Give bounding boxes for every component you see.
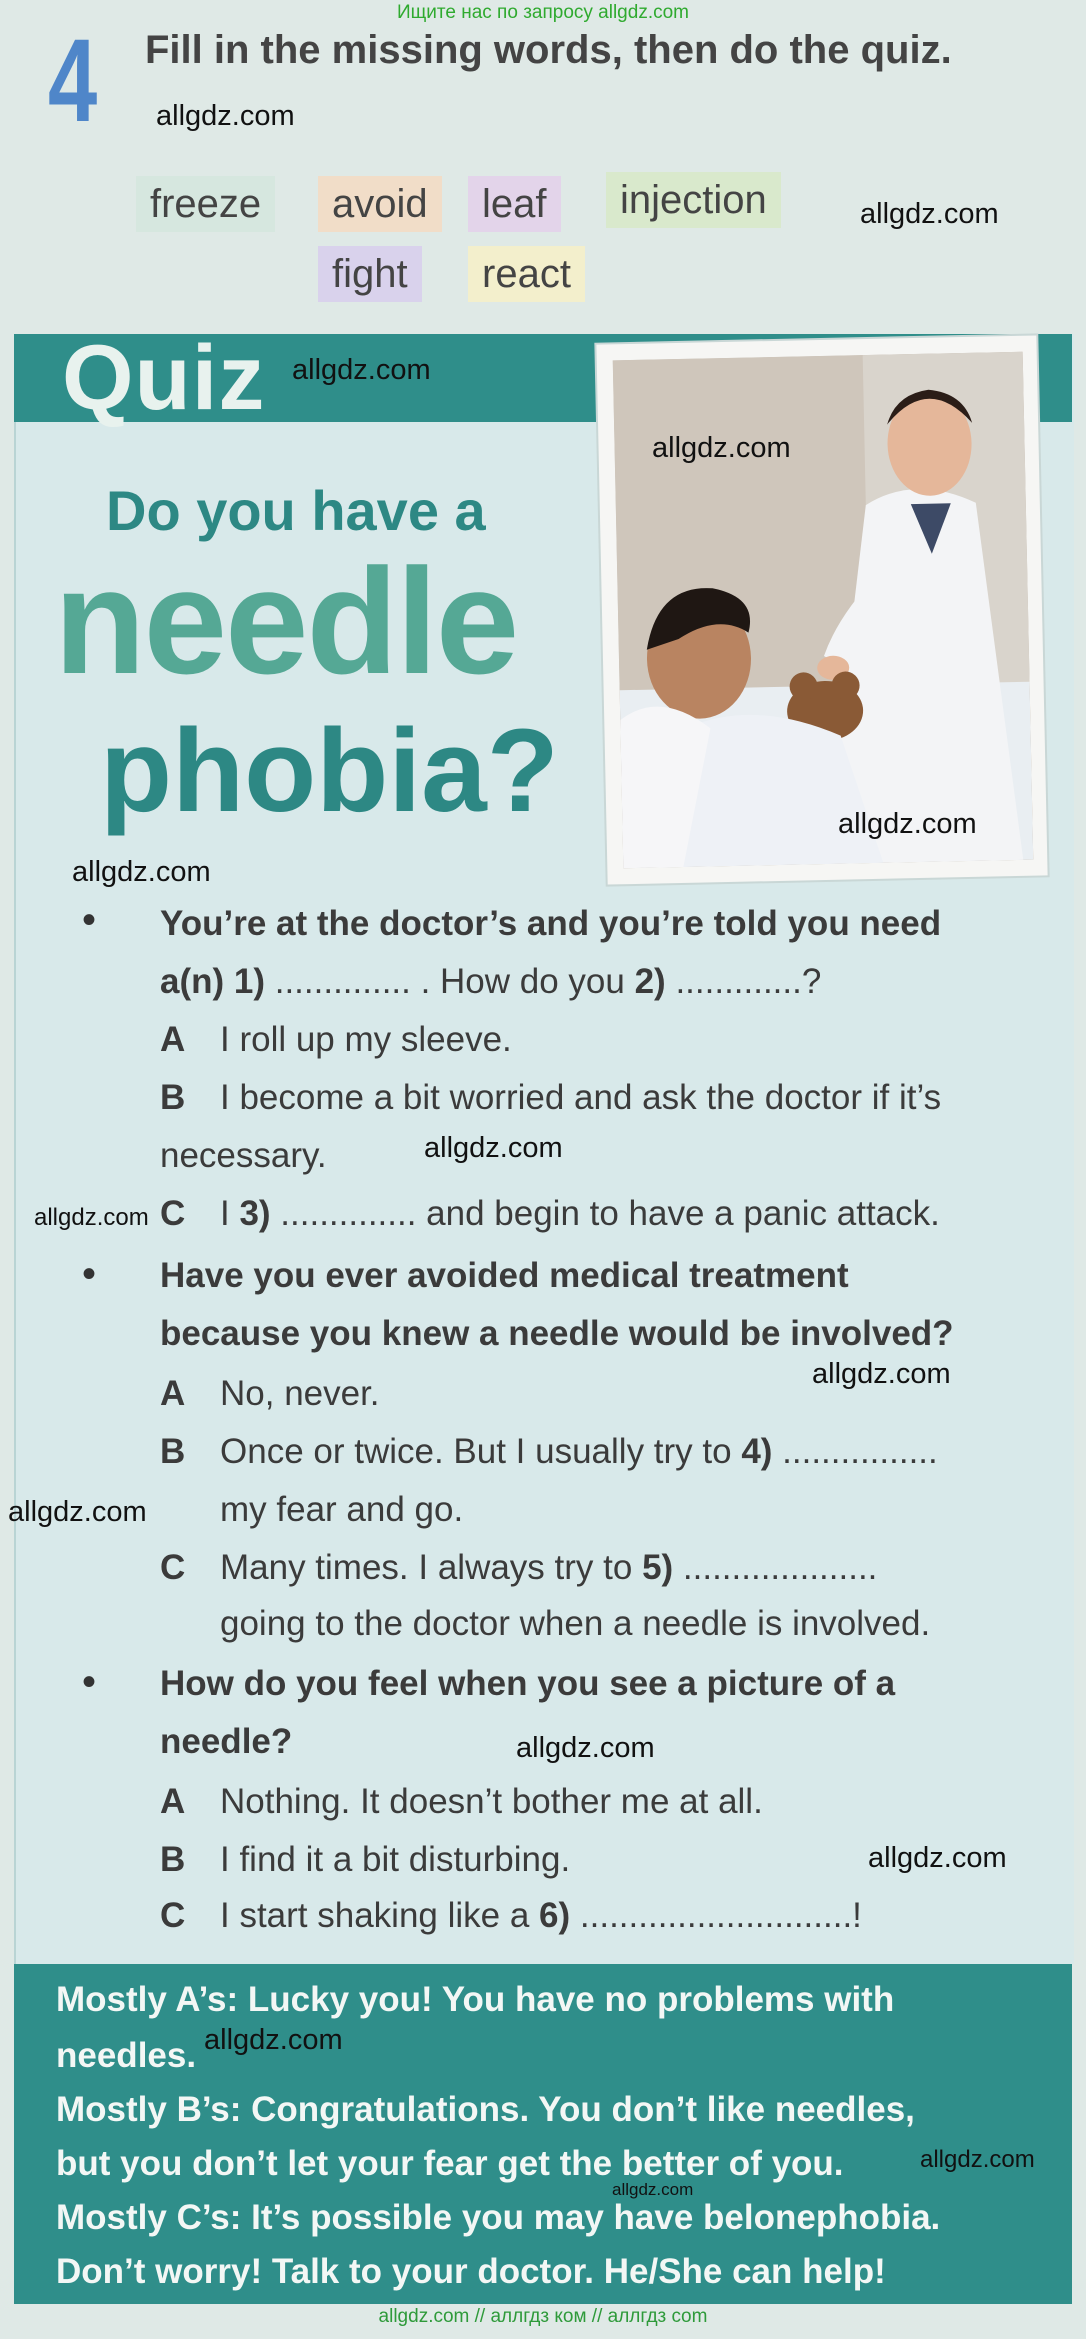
q1-option-c-letter: C: [160, 1194, 186, 1233]
q3-option-c-text: [220, 1896, 862, 1936]
doctor-child-photo: [613, 352, 1034, 868]
word-avoid: avoid: [318, 176, 442, 232]
watermark: allgdz.com: [652, 432, 791, 464]
q2-b-text-a: Once or twice. But I usually try to: [220, 1432, 742, 1471]
question-2-line2: because you knew a needle would be involved?: [160, 1314, 954, 1353]
result-b-text2: but you don’t let your fear get the better of you.: [56, 2144, 844, 2183]
q1-option-c-text: [220, 1194, 940, 1234]
gap-5-number: 5): [642, 1548, 674, 1587]
question-2-line1: Have you ever avoided medical treatment: [160, 1256, 849, 1295]
result-c-line1: [56, 2198, 940, 2238]
q1-option-a-letter: A: [160, 1020, 186, 1059]
quiz-headline-line3: phobia?: [100, 705, 559, 837]
gap-4-number: 4): [741, 1432, 773, 1471]
watermark: allgdz.com: [838, 808, 977, 840]
gap-1-text: .............. . How do you: [265, 962, 635, 1001]
top-banner[interactable]: Ищите нас по запросу allgdz.com: [396, 2, 689, 23]
result-a-text2: needles.: [56, 2036, 197, 2075]
gap-6-number: 6): [539, 1896, 571, 1935]
watermark: allgdz.com: [920, 2146, 1035, 2173]
result-c-text2: Don’t worry! Talk to your doctor. He/She can help!: [56, 2252, 886, 2291]
watermark: allgdz.com: [424, 1132, 563, 1164]
q2-c-text-b: ....................: [673, 1548, 878, 1587]
quiz-title: Quiz: [62, 327, 266, 429]
q1-option-a-text: I roll up my sleeve.: [220, 1020, 512, 1059]
q1-c-text-b: .............. and begin to have a panic attack.: [270, 1194, 940, 1233]
q2-option-b-text2: my fear and go.: [220, 1490, 464, 1529]
watermark: allgdz.com: [860, 198, 999, 230]
q3-option-a-text: Nothing. It doesn’t bother me at all.: [220, 1782, 763, 1821]
gap-1-number: a(n) 1): [160, 962, 265, 1001]
watermark: allgdz.com: [612, 2180, 694, 2199]
q2-option-a-letter: A: [160, 1374, 186, 1413]
question-3-line1: How do you feel when you see a picture of a: [160, 1664, 896, 1703]
quiz-headline-line1: Do you have a: [106, 479, 486, 542]
photo-illustration: [613, 352, 1034, 868]
q3-option-c-letter: C: [160, 1896, 186, 1935]
question-3-line2: needle?: [160, 1722, 293, 1761]
q3-c-text-a: I start shaking like a: [220, 1896, 540, 1935]
gap-2-text: .............?: [665, 962, 822, 1001]
question-1-line1: You’re at the doctor’s and you’re told you need: [160, 904, 942, 943]
watermark: allgdz.com: [34, 1204, 149, 1231]
word-fight: fight: [318, 246, 422, 302]
q2-option-c-letter: C: [160, 1548, 186, 1587]
question-3-bullet: •: [82, 1660, 97, 1704]
result-b-text1: Congratulations. You don’t like needles,: [241, 2090, 915, 2129]
quiz-headline-line2: needle: [54, 537, 518, 705]
q3-option-b-letter: B: [160, 1840, 186, 1879]
gap-2-number: 2): [634, 962, 666, 1001]
bottom-links[interactable]: allgdz.com // аллгдз ком // аллгдз com: [378, 2306, 708, 2327]
result-b-label: Mostly B’s:: [56, 2090, 242, 2129]
word-leaf: leaf: [468, 176, 561, 232]
result-a-label: Mostly A’s:: [56, 1980, 239, 2019]
question-1-line2: [160, 962, 821, 1002]
watermark: allgdz.com: [868, 1842, 1007, 1874]
gap-3-number: 3): [239, 1194, 271, 1233]
result-a-line1: [56, 1980, 894, 2020]
q3-option-b-text: I find it a bit disturbing.: [220, 1840, 571, 1879]
result-a-text1: Lucky you! You have no problems with: [238, 1980, 895, 2019]
q3-option-a-letter: A: [160, 1782, 186, 1821]
q2-option-a-text: No, never.: [220, 1374, 380, 1413]
watermark: allgdz.com: [292, 354, 431, 386]
question-2-bullet: •: [82, 1252, 97, 1296]
watermark: allgdz.com: [204, 2024, 343, 2056]
q2-option-b-letter: B: [160, 1432, 186, 1471]
q1-option-b-letter: B: [160, 1078, 186, 1117]
watermark: allgdz.com: [812, 1358, 951, 1390]
q2-option-c-text2: going to the doctor when a needle is involved.: [220, 1604, 931, 1643]
q1-option-b-text1: I become a bit worried and ask the doctor if it’s: [220, 1078, 942, 1117]
word-freeze: freeze: [136, 176, 275, 232]
result-c-text1: It’s possible you may have belonephobia.: [241, 2198, 941, 2237]
exercise-instruction: Fill in the missing words, then do the quiz.: [145, 28, 952, 72]
result-b-line1: [56, 2090, 915, 2130]
watermark: allgdz.com: [516, 1732, 655, 1764]
q2-c-text-a: Many times. I always try to: [220, 1548, 643, 1587]
q1-option-b-text2: necessary.: [160, 1136, 327, 1175]
q2-option-b-text1: [220, 1432, 938, 1472]
q2-option-c-text1: [220, 1548, 877, 1588]
question-1-bullet: •: [82, 898, 97, 942]
result-c-label: Mostly C’s:: [56, 2198, 242, 2237]
exercise-number: 4: [48, 15, 98, 147]
q1-c-text-a: I: [220, 1194, 240, 1233]
q2-b-text-b: ................: [772, 1432, 938, 1471]
watermark: allgdz.com: [156, 100, 295, 132]
word-react: react: [468, 246, 585, 302]
watermark: allgdz.com: [72, 856, 211, 888]
q3-c-text-b: ............................!: [570, 1896, 862, 1935]
word-injection: injection: [606, 172, 781, 228]
watermark: allgdz.com: [8, 1496, 147, 1528]
